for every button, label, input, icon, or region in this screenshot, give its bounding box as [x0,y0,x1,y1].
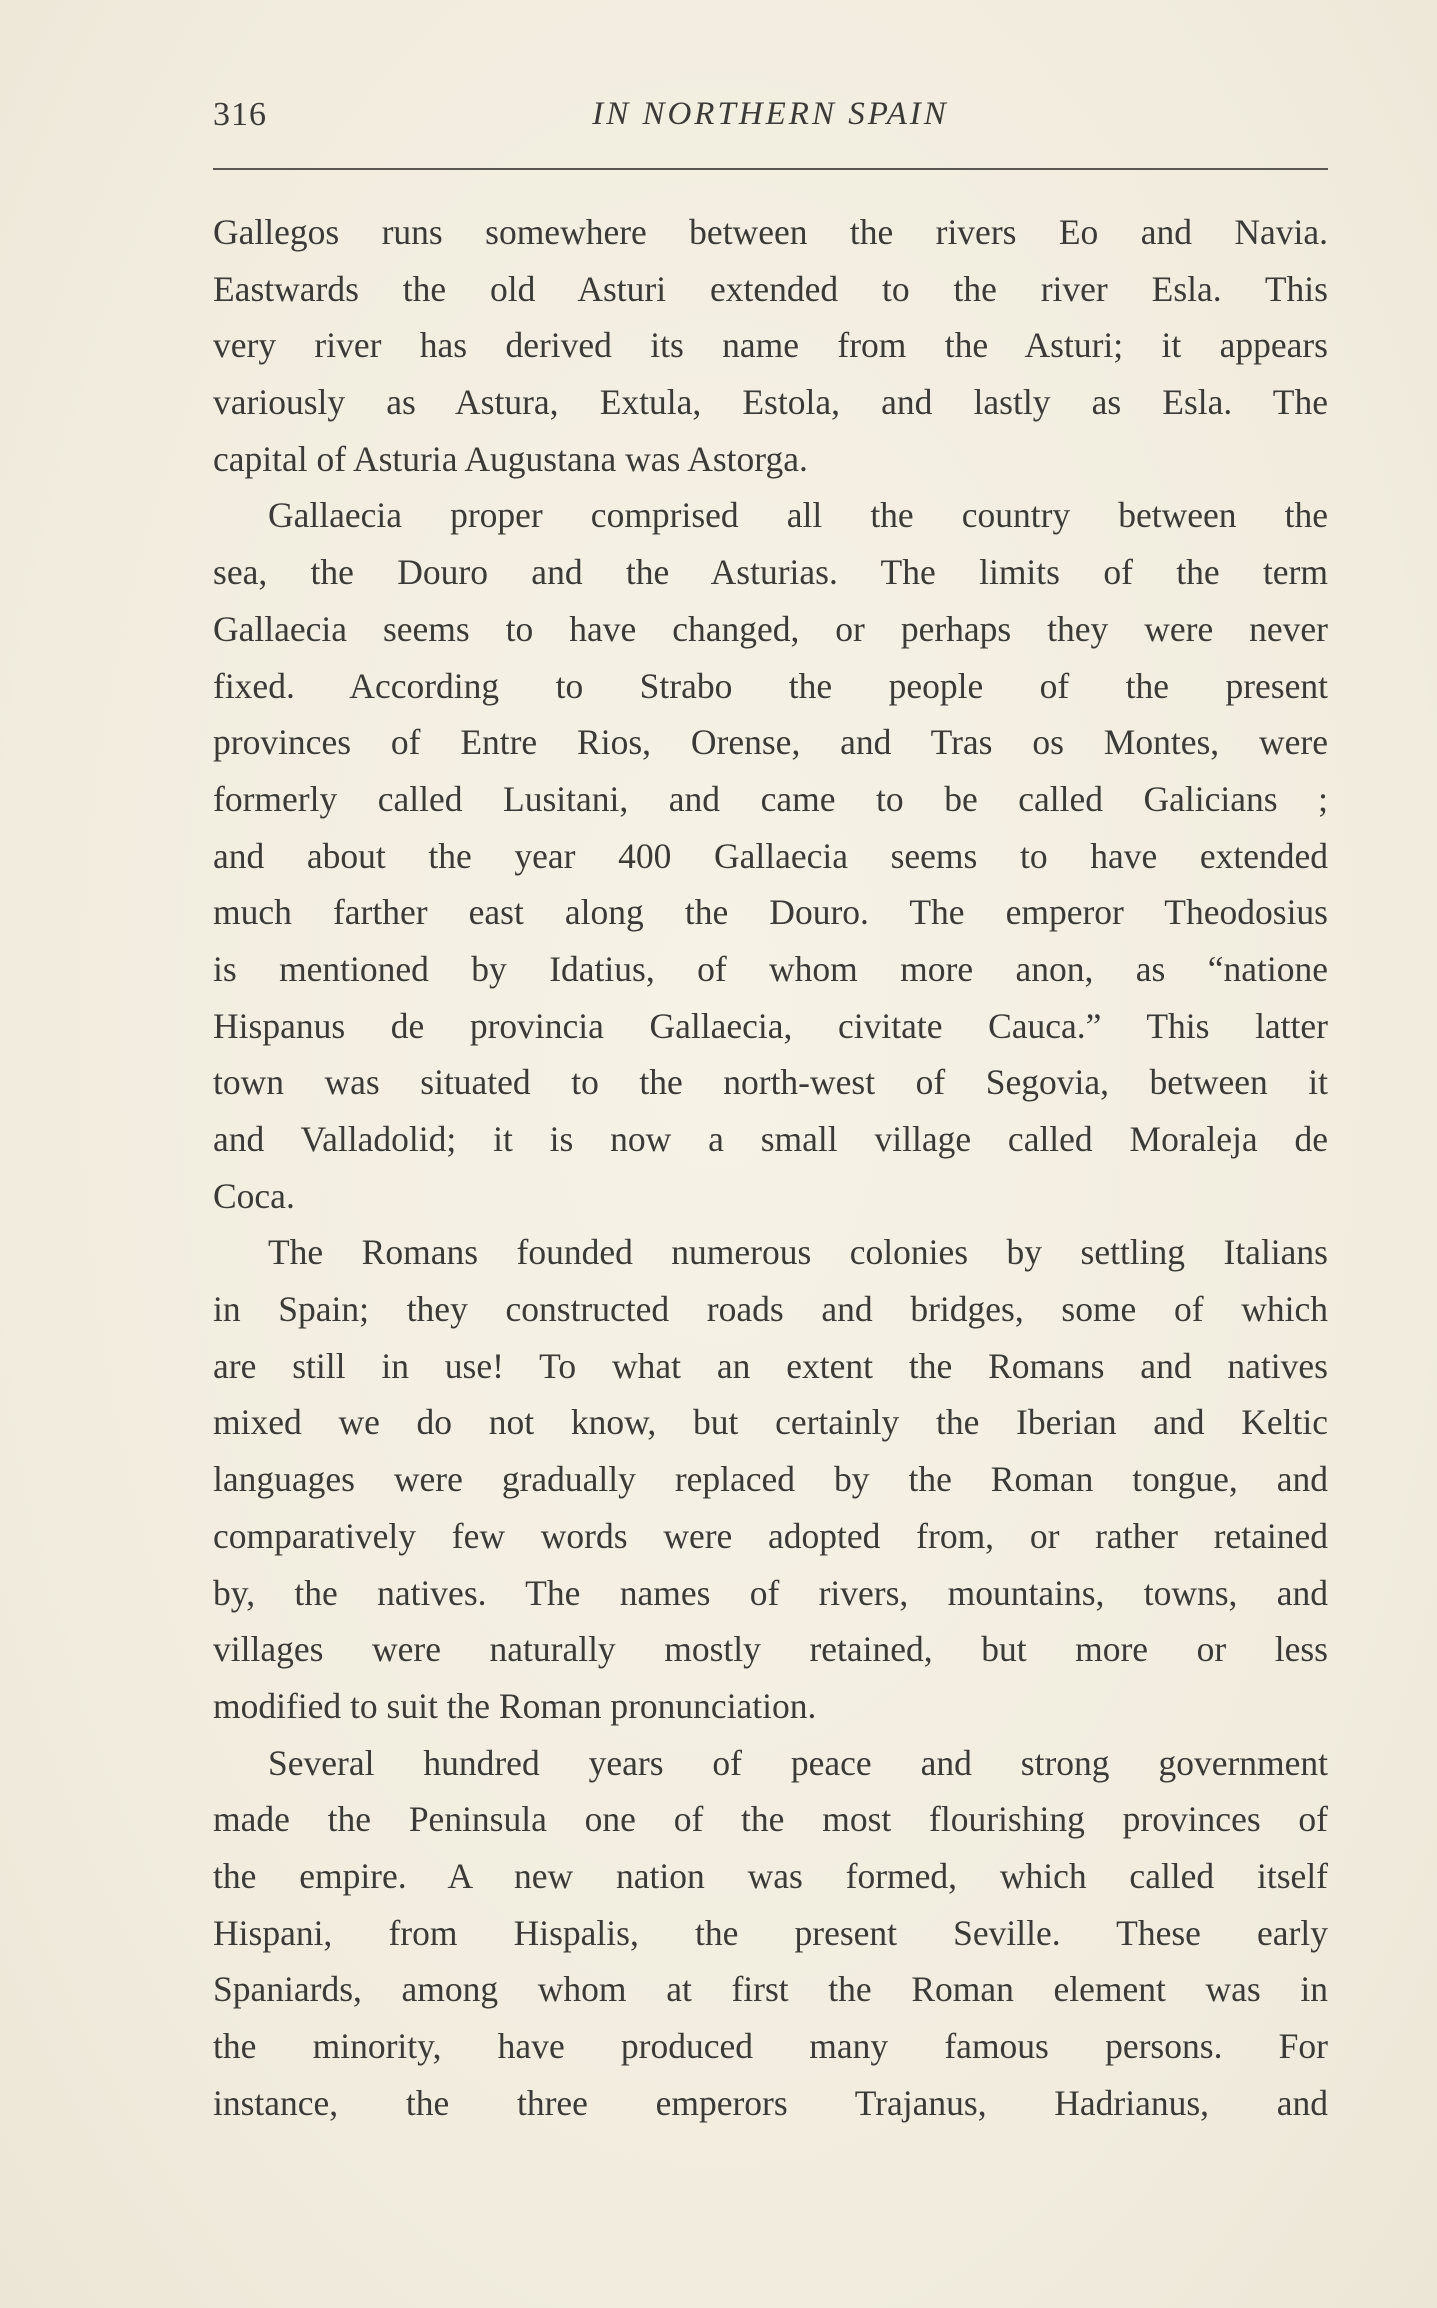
text-line: Several hundred years of peace and strong government [268,1742,1328,1783]
text-line: The Romans founded numerous colonies by settling Italians [268,1232,1328,1273]
text-line: Gallaecia seems to have changed, or perhaps they were never [213,608,1328,649]
header-rule [213,168,1328,170]
text-line: Gallegos runs somewhere between the rivers Eo and Navia. [213,212,1328,252]
text-line: comparatively few words were adopted from, or rather retained [213,1515,1328,1556]
text-line: Hispani, from Hispalis, the present Seville. These early [213,1912,1328,1953]
text-line: fixed. According to Strabo the people of the present [213,665,1328,706]
text-line: variously as Astura, Extula, Estola, and lastly as Esla. The [213,382,1328,423]
text-line: modified to suit the Roman pronunciation. [213,1685,817,1726]
text-line: is mentioned by Idatius, of whom more anon, as “natione [213,948,1328,989]
text-line: town was situated to the north-west of Segovia, between it [213,1062,1328,1103]
text-line: by, the natives. The names of rivers, mountains, towns, and [213,1572,1328,1613]
text-line: made the Peninsula one of the most flourishing provinces of [213,1799,1328,1840]
text-line: very river has derived its name from the Asturi; it appears [213,325,1328,366]
text-line: the minority, have produced many famous persons. For [213,2026,1328,2066]
page-number: 316 [213,96,267,133]
text-line: formerly called Lusitani, and came to be called Galicians ; [213,778,1328,819]
text-line: Spaniards, among whom at first the Roman element was in [213,1969,1328,2010]
text-line: and Valladolid; it is now a small village called Moraleja de [213,1119,1328,1159]
text-line: Gallaecia proper comprised all the country between the [268,495,1328,536]
text-line: are still in use! To what an extent the Romans and natives [213,1345,1328,1386]
paragraph [213,1735,1328,2132]
text-line: capital of Asturia Augustana was Astorga. [213,438,808,479]
paragraph [213,487,1328,1224]
text-line: and about the year 400 Gallaecia seems to have extended [213,835,1328,876]
text-line: Eastwards the old Asturi extended to the river Esla. This [213,268,1328,309]
body-text [213,204,1328,2131]
text-line: sea, the Douro and the Asturias. The limits of the term [213,552,1328,593]
text-line: languages were gradually replaced by the Roman tongue, and [213,1459,1328,1500]
text-line: instance, the three emperors Trajanus, Hadrianus, and [213,2082,1328,2123]
text-line: in Spain; they constructed roads and bridges, some of which [213,1289,1328,1330]
page-header [213,96,1328,146]
text-line: much farther east along the Douro. The emperor Theodosius [213,892,1328,933]
text-line: Hispanus de provincia Gallaecia, civitate Cauca.” This latter [213,1005,1328,1046]
paragraph [213,1224,1328,1734]
running-head: IN NORTHERN SPAIN [592,96,949,132]
text-line: Coca. [213,1175,295,1216]
text-line: villages were naturally mostly retained, but more or less [213,1629,1328,1670]
text-line: mixed we do not know, but certainly the Iberian and Keltic [213,1402,1328,1443]
text-line: provinces of Entre Rios, Orense, and Tras os Montes, were [213,722,1328,763]
paragraph [213,204,1328,487]
text-line: the empire. A new nation was formed, which called itself [213,1855,1328,1896]
